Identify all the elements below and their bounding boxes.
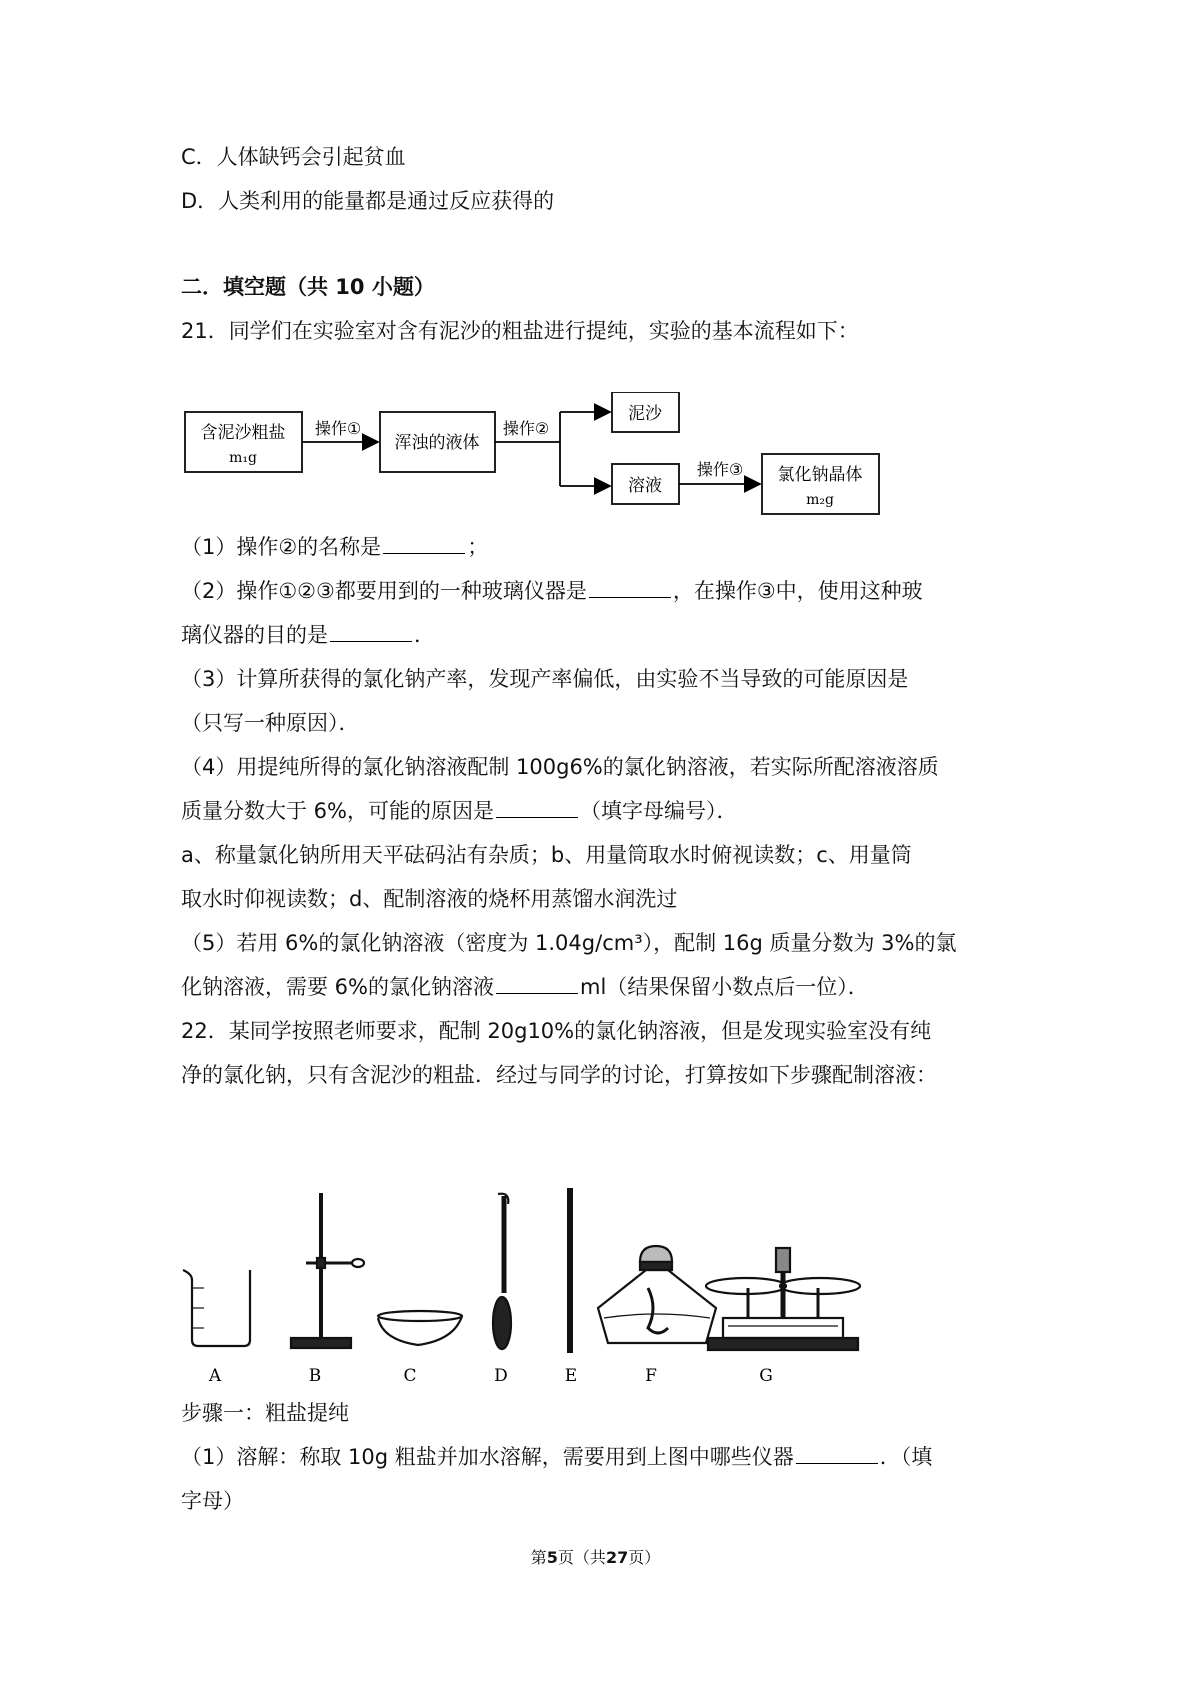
q22-step1-part1-cont: ．（填 — [879, 1445, 933, 1469]
balance-icon — [706, 1248, 860, 1350]
flow-start-label: 含泥沙粗盐 — [200, 423, 286, 443]
answer-blank — [496, 973, 578, 994]
q21-part5-end: ml（结果保留小数点后一位）． — [580, 975, 869, 999]
q21-part2-cont: ，在操作③中，使用这种玻 — [672, 579, 923, 603]
beaker-icon — [183, 1270, 250, 1346]
section-heading: 二．填空题（共 10 小题） — [181, 275, 435, 299]
q21-part3-line1: （3）计算所获得的氯化钠产率，发现产率偏低，由实验不当导致的可能原因是 — [181, 667, 909, 691]
flow-start-sub: m₁g — [229, 450, 257, 466]
q21-part4-line1: （4）用提纯所得的氯化钠溶液配制 100g6%的氯化钠溶液，若实际所配溶液溶质 — [181, 755, 939, 779]
answer-blank — [589, 577, 671, 598]
q22-step1-part1-text: （1）溶解：称取 10g 粗盐并加水溶解，需要用到上图中哪些仪器 — [181, 1445, 794, 1469]
flow-op1: 操作① — [314, 419, 362, 438]
q22-apparatus-figure — [178, 1188, 938, 1388]
apparatus-label-f: F — [645, 1366, 657, 1386]
q21-part1 — [181, 532, 488, 562]
q21-part5-line2 — [181, 972, 869, 1002]
q21-part1-end: ； — [467, 535, 489, 559]
alcohol-lamp-icon — [598, 1246, 716, 1343]
q21-part2-text: （2）操作①②③都要用到的一种玻璃仪器是 — [181, 579, 587, 603]
flow-solution-label: 溶液 — [628, 476, 662, 496]
q21-part4-options-line2: 取水时仰视读数；d、配制溶液的烧杯用蒸馏水润洗过 — [181, 887, 678, 911]
footer-page-number: 5 — [546, 1548, 558, 1567]
q21-part4-line2 — [181, 796, 738, 826]
flow-end-label: 氯化钠晶体 — [777, 465, 863, 485]
flow-op3: 操作③ — [696, 460, 744, 479]
q21-flow-diagram — [180, 392, 900, 542]
footer-prefix: 第 — [530, 1548, 547, 1567]
apparatus-label-a: A — [208, 1366, 222, 1386]
flow-sand-label: 泥沙 — [628, 404, 662, 424]
apparatus-label-e: E — [564, 1366, 578, 1386]
evaporating-dish-icon — [378, 1311, 462, 1345]
apparatus-label-b: B — [308, 1366, 322, 1386]
footer-mid: 页（共 — [557, 1548, 606, 1567]
apparatus-label-d: D — [494, 1366, 508, 1386]
q22-step1: 步骤一：粗盐提纯 — [181, 1401, 349, 1425]
q21-part2-end: ． — [414, 623, 435, 647]
apparatus-label-g: G — [759, 1366, 773, 1386]
iron-stand-icon — [291, 1193, 364, 1348]
flow-end-sub: m₂g — [806, 492, 834, 508]
q21-part4-end: （填字母编号）． — [580, 799, 738, 823]
q21-part3-line2: （只写一种原因）． — [181, 711, 360, 735]
q21-part5-text: 化钠溶液，需要 6%的氯化钠溶液 — [181, 975, 494, 999]
page-footer — [0, 1545, 1191, 1568]
option-c: C．人体缺钙会引起贫血 — [181, 145, 406, 169]
q21-part1-text: （1）操作②的名称是 — [181, 535, 382, 559]
option-d: D．人类利用的能量都是通过反应获得的 — [181, 189, 555, 213]
footer-suffix: 页） — [628, 1548, 661, 1567]
q21-part4-options-line1: a、称量氯化钠所用天平砝码沾有杂质；b、用量筒取水时俯视读数；c、用量筒 — [181, 843, 912, 867]
q22-stem-line2: 净的氯化钠，只有含泥沙的粗盐．经过与同学的讨论，打算按如下步骤配制溶液： — [181, 1063, 937, 1087]
q21-part2-purpose: 璃仪器的目的是 — [181, 623, 328, 647]
q22-stem-line1: 22．某同学按照老师要求，配制 20g10%的氯化钠溶液，但是发现实验室没有纯 — [181, 1019, 932, 1043]
q22-step1-part1-line2: 字母） — [181, 1489, 244, 1513]
answer-blank — [330, 621, 412, 642]
q21-part2-line2 — [181, 620, 435, 650]
medicine-spoon-icon — [493, 1194, 511, 1349]
q21-part4-text: 质量分数大于 6%，可能的原因是 — [181, 799, 494, 823]
q22-step1-part1-line1 — [181, 1442, 932, 1472]
flow-op2: 操作② — [502, 419, 550, 438]
answer-blank — [796, 1443, 878, 1464]
q21-stem: 21．同学们在实验室对含有泥沙的粗盐进行提纯，实验的基本流程如下： — [181, 319, 859, 343]
footer-total-pages: 27 — [605, 1548, 629, 1567]
q21-part2-line1 — [181, 576, 923, 606]
answer-blank — [383, 533, 465, 554]
flow-mid-label: 浑浊的液体 — [394, 433, 480, 453]
answer-blank — [496, 797, 578, 818]
apparatus-label-c: C — [403, 1366, 417, 1386]
q21-part5-line1: （5）若用 6%的氯化钠溶液（密度为 1.04g/cm³），配制 16g 质量分数为 3%的氯 — [181, 931, 957, 955]
